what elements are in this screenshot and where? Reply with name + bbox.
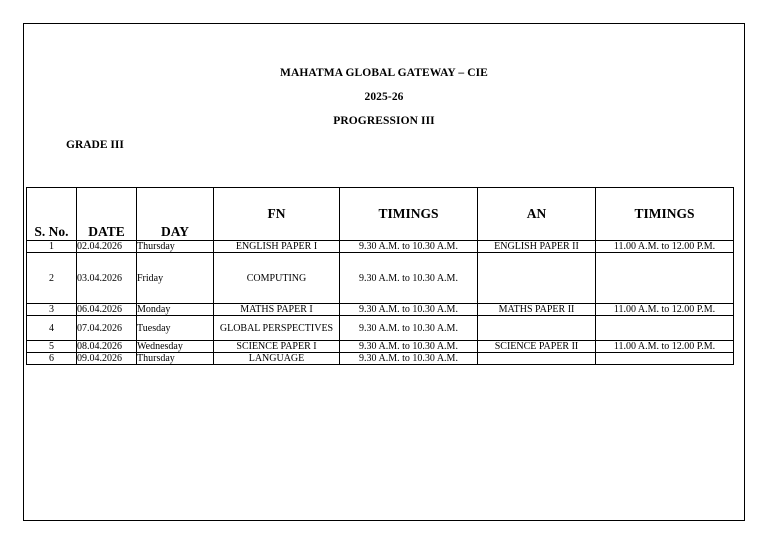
cell-fn: ENGLISH PAPER I — [214, 241, 340, 253]
cell-day: Monday — [137, 304, 214, 316]
cell-an-timings: 11.00 A.M. to 12.00 P.M. — [596, 341, 734, 353]
cell-fn-timings: 9.30 A.M. to 10.30 A.M. — [340, 341, 478, 353]
col-header-day: DAY — [137, 188, 214, 241]
cell-fn-timings: 9.30 A.M. to 10.30 A.M. — [340, 253, 478, 304]
cell-day: Wednesday — [137, 341, 214, 353]
cell-an: SCIENCE PAPER II — [478, 341, 596, 353]
cell-an-timings — [596, 253, 734, 304]
table-row — [27, 341, 734, 353]
cell-day: Tuesday — [137, 316, 214, 341]
academic-year: 2025-26 — [364, 91, 404, 103]
exam-schedule-table — [26, 187, 734, 365]
cell-an — [478, 353, 596, 365]
cell-day: Thursday — [137, 241, 214, 253]
table-header-row — [27, 188, 734, 241]
table-row — [27, 353, 734, 365]
cell-sno: 4 — [27, 316, 77, 341]
cell-sno: 3 — [27, 304, 77, 316]
cell-date: 08.04.2026 — [77, 341, 137, 353]
cell-fn: MATHS PAPER I — [214, 304, 340, 316]
cell-fn-timings: 9.30 A.M. to 10.30 A.M. — [340, 353, 478, 365]
cell-date: 06.04.2026 — [77, 304, 137, 316]
cell-day: Thursday — [137, 353, 214, 365]
cell-fn-timings: 9.30 A.M. to 10.30 A.M. — [340, 241, 478, 253]
cell-fn: SCIENCE PAPER I — [214, 341, 340, 353]
cell-an: MATHS PAPER II — [478, 304, 596, 316]
cell-an-timings — [596, 316, 734, 341]
cell-day: Friday — [137, 253, 214, 304]
table-row — [27, 304, 734, 316]
cell-fn: GLOBAL PERSPECTIVES — [214, 316, 340, 341]
cell-sno: 1 — [27, 241, 77, 253]
exam-title: PROGRESSION III — [333, 115, 435, 127]
cell-an-timings — [596, 353, 734, 365]
cell-an: ENGLISH PAPER II — [478, 241, 596, 253]
cell-sno: 6 — [27, 353, 77, 365]
school-name: MAHATMA GLOBAL GATEWAY – CIE — [280, 67, 488, 79]
table-row — [27, 253, 734, 304]
col-header-an: AN — [478, 188, 596, 241]
cell-date: 07.04.2026 — [77, 316, 137, 341]
cell-date: 02.04.2026 — [77, 241, 137, 253]
grade-label: GRADE III — [66, 139, 124, 151]
col-header-fn: FN — [214, 188, 340, 241]
col-header-an-timings: TIMINGS — [596, 188, 734, 241]
cell-sno: 5 — [27, 341, 77, 353]
cell-fn: COMPUTING — [214, 253, 340, 304]
table-row — [27, 316, 734, 341]
col-header-date: DATE — [77, 188, 137, 241]
cell-an — [478, 316, 596, 341]
col-header-sno: S. No. — [27, 188, 77, 241]
cell-fn-timings: 9.30 A.M. to 10.30 A.M. — [340, 304, 478, 316]
cell-an-timings: 11.00 A.M. to 12.00 P.M. — [596, 241, 734, 253]
col-header-fn-timings: TIMINGS — [340, 188, 478, 241]
cell-fn-timings: 9.30 A.M. to 10.30 A.M. — [340, 316, 478, 341]
cell-an-timings: 11.00 A.M. to 12.00 P.M. — [596, 304, 734, 316]
cell-an — [478, 253, 596, 304]
cell-fn: LANGUAGE — [214, 353, 340, 365]
cell-sno: 2 — [27, 253, 77, 304]
cell-date: 03.04.2026 — [77, 253, 137, 304]
table-row — [27, 241, 734, 253]
cell-date: 09.04.2026 — [77, 353, 137, 365]
